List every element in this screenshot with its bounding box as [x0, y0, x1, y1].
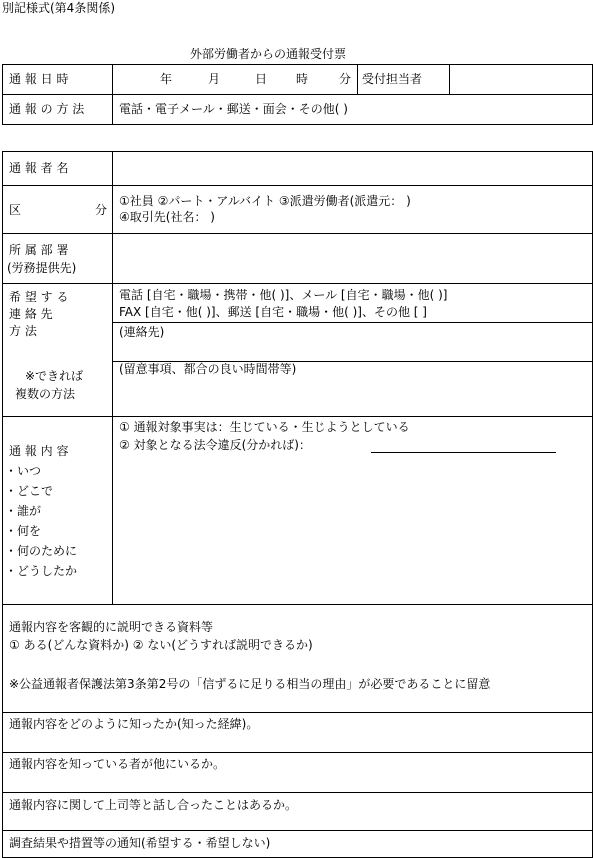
contact-label-cell — [3, 284, 113, 417]
classification-value-cell[interactable] — [113, 186, 593, 234]
contact-value-cell — [113, 284, 593, 417]
method-label: 通 報 の 方 法 — [9, 102, 85, 116]
contact-info-area[interactable] — [113, 323, 592, 362]
others-know-question: 通報内容を知っている者が他にいるか。 — [9, 757, 226, 771]
materials-options: ① ある(どんな資料か) ② ない(どうすれば説明できるか) — [9, 638, 313, 652]
notice-question: 調査結果や措置等の通知(希望する・希望しない) — [9, 836, 271, 850]
contact-methods-line-2: FAX [自宅・他( )]、郵送 [自宅・職場・他( )]、その他 [ ] — [119, 305, 427, 319]
content-item-why: ・何のために — [5, 544, 78, 558]
hour-label: 時 — [296, 72, 309, 86]
receiver-label-cell — [358, 65, 450, 95]
classification-label-cell — [3, 186, 113, 234]
contact-label-line-2: 連 絡 先 — [9, 307, 53, 321]
datetime-label-cell — [3, 65, 113, 95]
content-value-cell[interactable] — [113, 417, 593, 605]
how-known-question: 通報内容をどのように知ったか(知った経緯)。 — [9, 717, 259, 731]
department-label: 所 属 部 署 — [9, 243, 69, 257]
reporter-name-value-cell[interactable] — [113, 152, 593, 186]
department-value-cell[interactable] — [113, 234, 593, 284]
contact-label-line-3: 方 法 — [9, 324, 37, 338]
materials-legal-note: ※公益通報者保護法第3条第2号の「信ずるに足りる相当の理由」が必要であることに留意 — [9, 677, 491, 691]
discussed-cell[interactable] — [3, 793, 593, 831]
method-options: 電話・電子メール・郵送・面会・その他( ) — [119, 102, 348, 116]
method-label-cell — [3, 95, 113, 125]
how-known-cell[interactable] — [3, 713, 593, 753]
datetime-value-cell[interactable] — [113, 65, 358, 95]
content-item-how: ・どうしたか — [5, 564, 78, 578]
minute-label: 分 — [339, 72, 352, 86]
report-body-table — [2, 151, 593, 858]
receiver-value-cell[interactable] — [450, 65, 593, 95]
reporter-name-label-cell — [3, 152, 113, 186]
content-item-where: ・どこで — [5, 484, 54, 498]
contact-note-line-2: 複数の方法 — [15, 387, 76, 401]
materials-question: 通報内容を客観的に説明できる資料等 — [9, 620, 214, 634]
datetime-label: 通 報 日 時 — [9, 72, 69, 86]
method-value-cell[interactable] — [113, 95, 593, 125]
content-fact-status: ① 通報対象事実は：生じている・生じようとしている — [119, 420, 410, 434]
discussed-question: 通報内容に関して上司等と話し合ったことはあるか。 — [9, 798, 298, 812]
content-label: 通 報 内 容 — [9, 444, 69, 458]
content-item-what: ・何を — [5, 524, 42, 538]
contact-label-line-1: 希 望 す る — [9, 290, 69, 304]
content-law-violation: ② 対象となる法令違反(分かれば)： — [119, 438, 311, 452]
reporter-name-label: 通 報 者 名 — [9, 161, 69, 175]
classification-line-1: ①社員 ②パート・アルバイト ③派遣労働者(派遣元： ) — [119, 194, 411, 208]
content-label-cell — [3, 417, 113, 605]
contact-methods-area[interactable] — [113, 284, 592, 323]
year-label: 年 — [160, 72, 173, 86]
form-title: 外部労働者からの通報受付票 — [190, 47, 347, 61]
classification-label-left: 区 — [9, 203, 22, 217]
department-sublabel: (労務提供先) — [7, 261, 77, 275]
contact-note-line-1: ※できれば — [25, 369, 84, 383]
report-header-table — [2, 64, 593, 125]
content-item-when: ・いつ — [5, 464, 42, 478]
contact-info-label: (連絡先) — [119, 325, 165, 339]
content-item-who: ・誰が — [5, 504, 42, 518]
month-label: 月 — [208, 72, 221, 86]
department-label-cell — [3, 234, 113, 284]
notice-cell[interactable] — [3, 831, 593, 858]
others-know-cell[interactable] — [3, 753, 593, 793]
contact-notes-label: (留意事項、都合の良い時間帯等) — [119, 362, 297, 376]
form-reference-note: 別記様式(第4条関係) — [2, 1, 115, 15]
classification-line-2: ④取引先(社名： ) — [119, 210, 215, 224]
classification-label-right: 分 — [95, 203, 108, 217]
contact-notes-area[interactable] — [113, 362, 592, 417]
receiver-label: 受付担当者 — [362, 72, 423, 86]
law-violation-underline — [371, 452, 556, 453]
day-label: 日 — [255, 72, 268, 86]
materials-cell[interactable] — [3, 605, 593, 713]
contact-methods-line-1: 電話 [自宅・職場・携帯・他( )]、メール [自宅・職場・他( )] — [119, 288, 448, 302]
